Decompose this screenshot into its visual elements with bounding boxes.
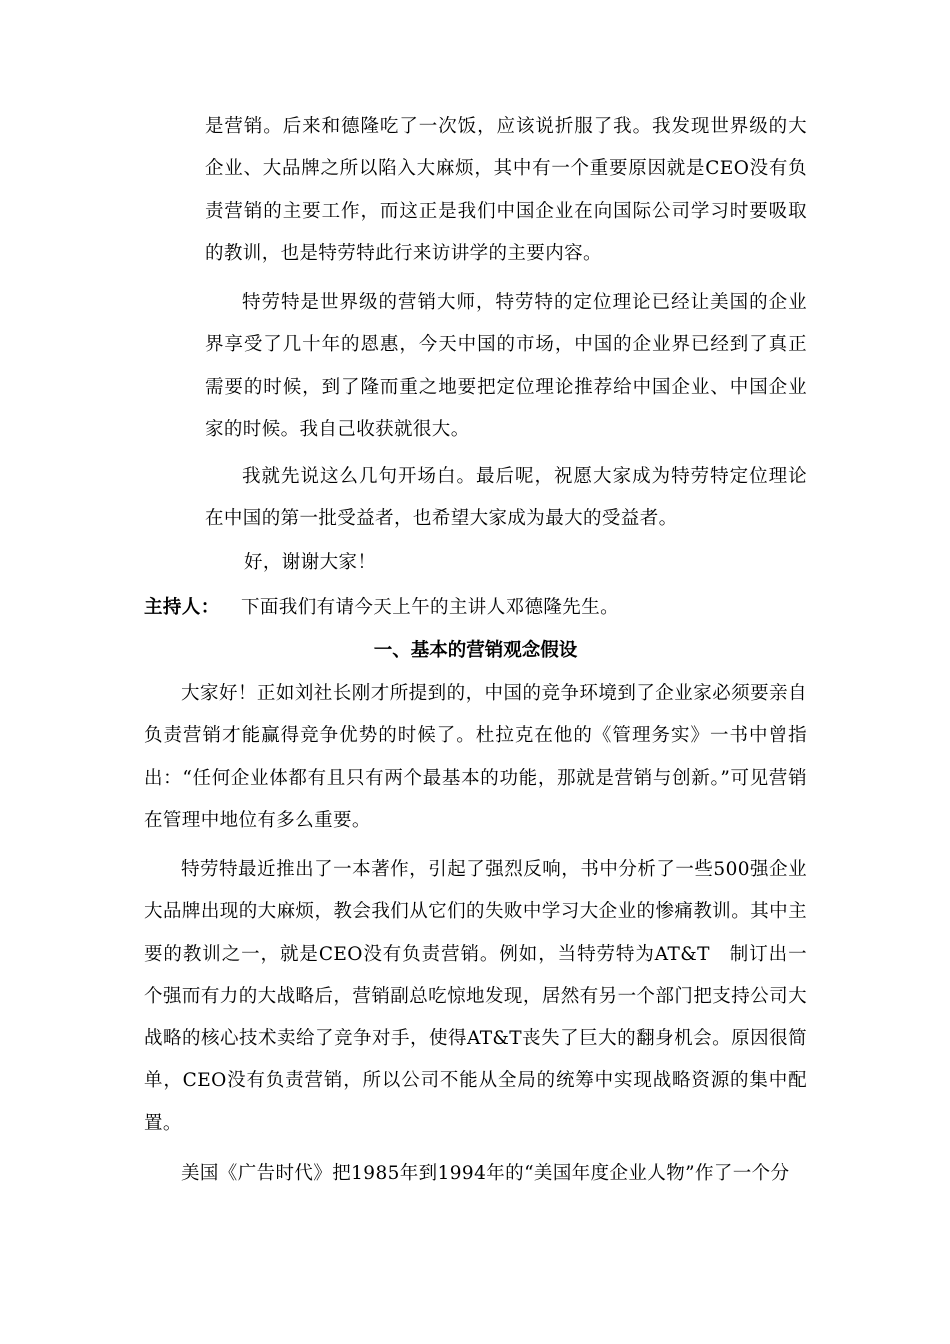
paragraph-continuation: 是营销。后来和德隆吃了一次饭，应该说折服了我。我发现世界级的大企业、大品牌之所以陷入大麻烦，其中有一个重要原因就是CEO没有负责营销的主要工作，而这正是我们中国企业在向国际公司学习时要吸取的教训，也是特劳特此行来访讲学的主要内容。	[205, 116, 807, 264]
paragraph-thanks: 好，谢谢大家！	[244, 552, 377, 573]
paragraph-opening-remarks: 我就先说这么几句开场白。最后呢，祝愿大家成为特劳特定位理论在中国的第一批受益者，也希望大家成为最大的受益者。	[205, 466, 807, 530]
paragraph-trout-book: 特劳特最近推出了一本著作，引起了强烈反响，书中分析了一些500强企业大品牌出现的大麻烦，教会我们从它们的失败中学习大企业的惨痛教训。其中主要的教训之一，就是CEO没有负责营销。例如，当特劳特为AT&T 制订出一个强而有力的大战略后，营销副总吃惊地发现，居然有另一个部门把支持公司大战略的核心技术卖给了竞争对手，使得AT&T丧失了巨大的翻身机会。原因很简单，CEO没有负责营销，所以公司不能从全局的统筹中实现战略资源的集中配置。	[144, 859, 807, 1134]
paragraph-greeting: 大家好！正如刘社长刚才所提到的，中国的竞争环境到了企业家必须要亲自负责营销才能赢得竞争优势的时候了。杜拉克在他的《管理务实》一书中曾指出：“任何企业体都有且只有两个最基本的功能，那就是营销与创新。”可见营销在管理中地位有多么重要。	[144, 683, 807, 831]
host-text: 下面我们有请今天上午的主讲人邓德隆先生。	[241, 597, 620, 618]
section-heading: 一、基本的营销观念假设	[373, 640, 578, 661]
host-label: 主持人：	[144, 597, 220, 618]
host-line	[144, 587, 807, 629]
paragraph-trout-master: 特劳特是世界级的营销大师，特劳特的定位理论已经让美国的企业界享受了几十年的恩惠，今天中国的市场，中国的企业界已经到了真正需要的时候，到了隆而重之地要把定位理论推荐给中国企业、中国企业家的时候。我自己收获就很大。	[205, 292, 807, 440]
paragraph-advertising-age: 美国《广告时代》把1985年到1994年的“美国年度企业人物”作了一个分	[181, 1163, 790, 1184]
